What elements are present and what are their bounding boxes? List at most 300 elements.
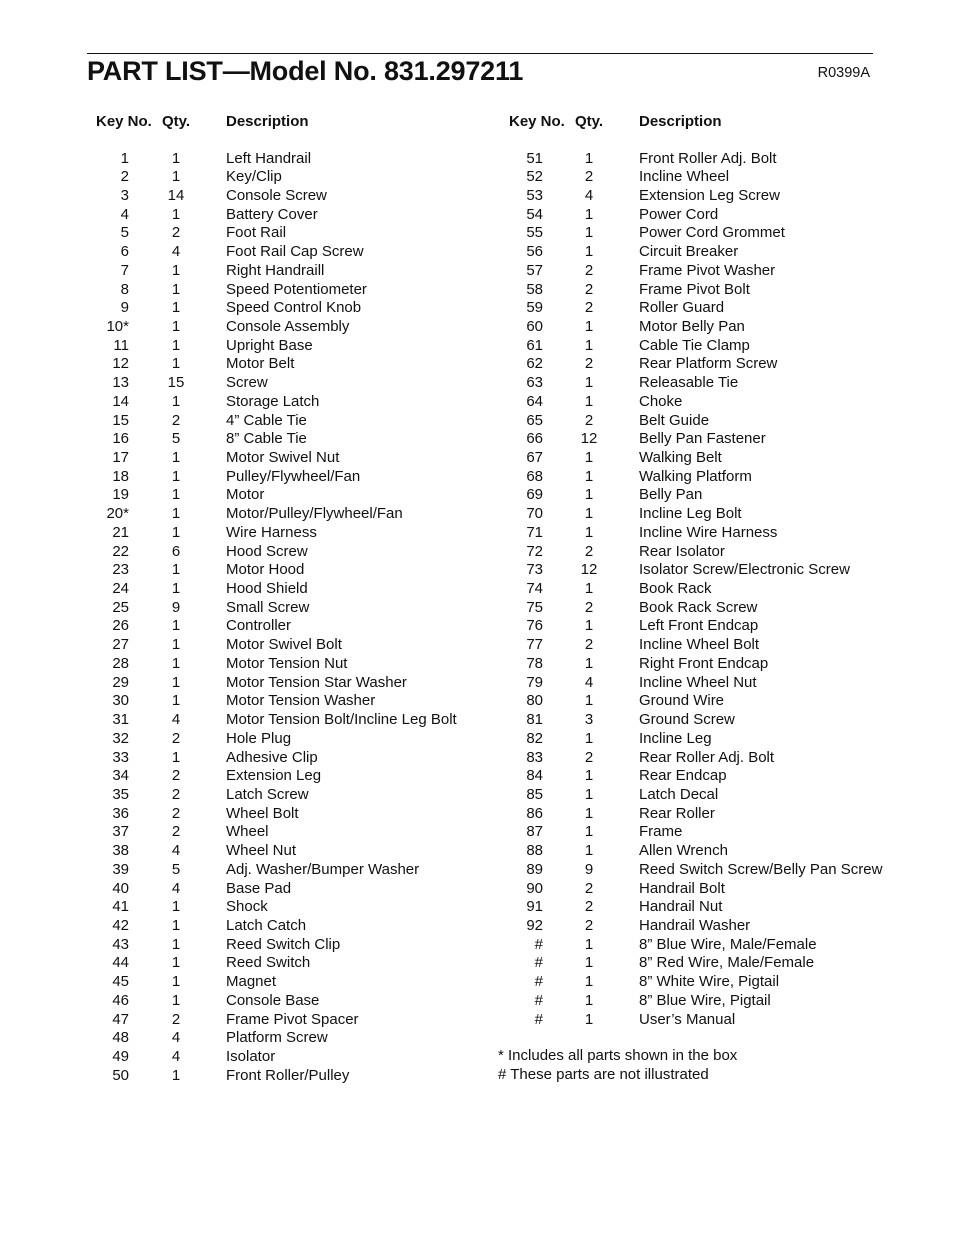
description: Allen Wrench xyxy=(639,842,728,860)
key-no: 67 xyxy=(526,449,543,466)
key-no: 76 xyxy=(526,617,543,635)
qty: 1 xyxy=(584,374,594,392)
key-no: 90 xyxy=(526,879,543,897)
qty: 2 xyxy=(171,785,181,803)
description: Rear Roller xyxy=(639,804,715,822)
description: Ground Wire xyxy=(639,692,725,710)
description: Front Roller Adj. Bolt xyxy=(639,149,777,167)
key-no: 82 xyxy=(526,729,543,747)
description: Frame Pivot Washer xyxy=(639,261,776,279)
qty: 1 xyxy=(171,935,181,953)
qty: 6 xyxy=(171,542,181,560)
description: Reed Switch Clip xyxy=(226,935,341,953)
qty: 4 xyxy=(171,1029,181,1047)
key-no: 84 xyxy=(526,767,543,785)
key-no: 81 xyxy=(526,711,543,729)
key-no: 3 xyxy=(120,186,129,204)
description: Base Pad xyxy=(226,879,292,897)
key-no: 62 xyxy=(526,355,543,373)
key-no: 80 xyxy=(526,692,543,710)
note-not-illustrated: # These parts are not illustrated xyxy=(498,1065,709,1083)
description: Wheel Nut xyxy=(226,842,297,860)
document-code: R0399A xyxy=(817,65,870,81)
right-header-qty: Qty. xyxy=(575,113,604,130)
qty: 1 xyxy=(171,748,181,766)
qty: 9 xyxy=(584,860,594,878)
qty: 2 xyxy=(171,411,181,429)
description: Handrail Nut xyxy=(639,898,723,916)
description: Book Rack xyxy=(639,580,712,598)
description: Screw xyxy=(226,374,268,392)
description: Extension Leg Screw xyxy=(639,186,780,204)
qty: 1 xyxy=(171,317,181,335)
description: 8” Blue Wire, Male/Female xyxy=(639,935,817,953)
qty: 2 xyxy=(584,299,594,317)
description: Belly Pan Fastener xyxy=(639,430,766,448)
key-no: 13 xyxy=(112,374,129,392)
qty: 1 xyxy=(171,580,181,598)
key-no: 19 xyxy=(112,486,129,504)
qty: 1 xyxy=(171,673,181,691)
description: Rear Isolator xyxy=(639,542,725,560)
key-no: 57 xyxy=(526,261,543,279)
key-no: 17 xyxy=(112,449,129,466)
description: Belt Guide xyxy=(639,411,710,429)
left-header-key: Key No. xyxy=(96,113,152,130)
key-no: 41 xyxy=(112,898,129,916)
right-header-desc: Description xyxy=(639,113,722,130)
description: 8” White Wire, Pigtail xyxy=(639,973,780,991)
right-header-key: Key No. xyxy=(509,113,565,130)
qty: 1 xyxy=(171,505,181,523)
key-no: 78 xyxy=(526,654,543,672)
description: Hole Plug xyxy=(226,729,292,747)
key-no: 75 xyxy=(526,598,543,616)
key-no: 87 xyxy=(526,823,543,841)
key-no: 34 xyxy=(112,767,129,785)
description: Book Rack Screw xyxy=(639,598,758,616)
qty: 4 xyxy=(171,1048,181,1065)
qty: 1 xyxy=(584,243,594,261)
key-no: 30 xyxy=(112,692,129,710)
qty: 2 xyxy=(584,261,594,279)
description: 8” Blue Wire, Pigtail xyxy=(639,991,771,1009)
qty: 1 xyxy=(171,280,181,298)
key-no: 74 xyxy=(526,580,543,598)
key-no: # xyxy=(534,1010,543,1028)
description: Motor Belt xyxy=(226,355,295,373)
qty: 4 xyxy=(584,673,594,691)
qty: 1 xyxy=(171,449,181,466)
key-no: 72 xyxy=(526,542,543,560)
key-no: 47 xyxy=(112,1010,129,1028)
key-no: 92 xyxy=(526,916,543,934)
key-no: 40 xyxy=(112,879,129,897)
key-no: 58 xyxy=(526,280,543,298)
description: Latch Catch xyxy=(226,916,307,934)
key-no: 55 xyxy=(526,224,543,242)
qty: 1 xyxy=(584,317,594,335)
qty: 1 xyxy=(584,842,594,860)
description: Wheel Bolt xyxy=(226,804,299,822)
description: Pulley/Flywheel/Fan xyxy=(226,467,361,485)
description: Left Front Endcap xyxy=(639,617,759,635)
qty: 1 xyxy=(171,617,181,635)
qty: 12 xyxy=(580,561,598,579)
qty: 1 xyxy=(584,785,594,803)
qty: 15 xyxy=(167,374,185,392)
key-no: 24 xyxy=(112,580,129,598)
qty: 1 xyxy=(584,935,594,953)
key-no: 10* xyxy=(106,317,129,335)
description: Magnet xyxy=(226,973,277,991)
key-no: 60 xyxy=(526,317,543,335)
description: Roller Guard xyxy=(639,299,725,317)
qty: 1 xyxy=(584,767,594,785)
description: Motor Tension Nut xyxy=(226,654,348,672)
description: Latch Decal xyxy=(639,785,719,803)
key-no: 56 xyxy=(526,243,543,261)
description: Wheel xyxy=(226,823,269,841)
qty: 2 xyxy=(171,729,181,747)
qty: 1 xyxy=(584,449,594,466)
qty: 1 xyxy=(584,804,594,822)
description: Isolator xyxy=(226,1048,276,1065)
description: Circuit Breaker xyxy=(639,243,739,261)
description: Incline Wheel Bolt xyxy=(639,636,760,654)
qty: 2 xyxy=(171,1010,181,1028)
qty: 1 xyxy=(171,991,181,1009)
description: Power Cord Grommet xyxy=(639,224,785,242)
qty: 2 xyxy=(584,168,594,186)
description: Motor/Pulley/Flywheel/Fan xyxy=(226,505,403,523)
key-no: # xyxy=(534,991,543,1009)
key-no: 32 xyxy=(112,729,129,747)
key-no: 9 xyxy=(120,299,129,317)
description: Motor Tension Star Washer xyxy=(226,673,407,691)
key-no: # xyxy=(534,954,543,972)
key-no: 44 xyxy=(112,954,129,972)
qty: 1 xyxy=(584,505,594,523)
description: Reed Switch Screw/Belly Pan Screw xyxy=(639,860,883,878)
key-no: 43 xyxy=(112,935,129,953)
description: Frame Pivot Bolt xyxy=(639,280,750,298)
left-header-desc: Description xyxy=(226,113,309,130)
description: Reed Switch xyxy=(226,954,311,972)
key-no: 27 xyxy=(112,636,129,654)
qty: 1 xyxy=(171,973,181,991)
description: Motor Swivel Nut xyxy=(226,449,340,466)
qty: 1 xyxy=(171,954,181,972)
description: Incline Wheel xyxy=(639,168,730,186)
description: Console Base xyxy=(226,991,320,1009)
qty: 1 xyxy=(171,654,181,672)
qty: 9 xyxy=(171,598,181,616)
qty: 4 xyxy=(171,842,181,860)
qty: 2 xyxy=(584,916,594,934)
key-no: 23 xyxy=(112,561,129,579)
key-no: 73 xyxy=(526,561,543,579)
key-no: 14 xyxy=(112,392,129,410)
key-no: 5 xyxy=(120,224,129,242)
qty: 5 xyxy=(171,860,181,878)
qty: 2 xyxy=(584,748,594,766)
qty: 1 xyxy=(584,336,594,354)
qty: 2 xyxy=(584,280,594,298)
description: Right Handraill xyxy=(226,261,325,279)
qty: 1 xyxy=(584,486,594,504)
key-no: 63 xyxy=(526,374,543,392)
qty: 1 xyxy=(584,729,594,747)
key-no: 28 xyxy=(112,654,129,672)
key-no: 91 xyxy=(526,898,543,916)
description: 4” Cable Tie xyxy=(226,411,307,429)
description: Battery Cover xyxy=(226,205,318,223)
key-no: 64 xyxy=(526,392,543,410)
key-no: 35 xyxy=(112,785,129,803)
key-no: 48 xyxy=(112,1029,129,1047)
qty: 2 xyxy=(584,879,594,897)
qty: 1 xyxy=(584,823,594,841)
qty: 1 xyxy=(171,636,181,654)
key-no: 53 xyxy=(526,186,543,204)
description: Speed Control Knob xyxy=(226,299,362,317)
qty: 1 xyxy=(171,261,181,279)
key-no: 66 xyxy=(526,430,543,448)
qty: 4 xyxy=(171,711,181,729)
description: Extension Leg xyxy=(226,767,322,785)
qty: 1 xyxy=(171,299,181,317)
description: Console Assembly xyxy=(226,317,350,335)
qty: 1 xyxy=(171,561,181,579)
description: Walking Belt xyxy=(639,449,722,466)
qty: 1 xyxy=(584,205,594,223)
qty: 1 xyxy=(584,523,594,541)
qty: 1 xyxy=(171,486,181,504)
description: Motor Swivel Bolt xyxy=(226,636,342,654)
qty: 1 xyxy=(171,168,181,186)
key-no: # xyxy=(534,935,543,953)
key-no: 88 xyxy=(526,842,543,860)
description: Shock xyxy=(226,898,268,916)
key-no: 51 xyxy=(526,149,543,167)
description: Motor Hood xyxy=(226,561,305,579)
qty: 1 xyxy=(171,149,181,167)
description: Front Roller/Pulley xyxy=(226,1066,350,1084)
description: 8” Red Wire, Male/Female xyxy=(639,954,815,972)
key-no: 45 xyxy=(112,973,129,991)
description: Hood Screw xyxy=(226,542,308,560)
qty: 2 xyxy=(584,598,594,616)
qty: 4 xyxy=(171,879,181,897)
qty: 1 xyxy=(171,355,181,373)
key-no: 54 xyxy=(526,205,543,223)
key-no: 33 xyxy=(112,748,129,766)
key-no: 1 xyxy=(120,149,129,167)
key-no: 89 xyxy=(526,860,543,878)
description: Frame xyxy=(639,823,683,841)
key-no: 71 xyxy=(526,523,543,541)
description: Incline Leg xyxy=(639,729,712,747)
description: 8” Cable Tie xyxy=(226,430,307,448)
qty: 1 xyxy=(584,973,594,991)
description: Platform Screw xyxy=(226,1029,328,1047)
description: Small Screw xyxy=(226,598,310,616)
qty: 1 xyxy=(171,898,181,916)
key-no: 39 xyxy=(112,860,129,878)
qty: 2 xyxy=(171,823,181,841)
description: Wire Harness xyxy=(226,523,317,541)
qty: 1 xyxy=(584,617,594,635)
qty: 1 xyxy=(584,954,594,972)
qty: 1 xyxy=(584,392,594,410)
key-no: 49 xyxy=(112,1048,129,1065)
description: Frame Pivot Spacer xyxy=(226,1010,359,1028)
qty: 12 xyxy=(580,430,598,448)
description: Console Screw xyxy=(226,186,327,204)
key-no: 68 xyxy=(526,467,543,485)
page-title: PART LIST—Model No. 831.297211 xyxy=(87,56,524,86)
key-no: 12 xyxy=(112,355,129,373)
qty: 2 xyxy=(584,636,594,654)
key-no: 79 xyxy=(526,673,543,691)
description: Motor xyxy=(226,486,265,504)
qty: 1 xyxy=(171,692,181,710)
description: Motor Tension Bolt/Incline Leg Bolt xyxy=(226,711,457,729)
description: Foot Rail xyxy=(226,224,287,242)
qty: 1 xyxy=(171,523,181,541)
key-no: # xyxy=(534,973,543,991)
qty: 1 xyxy=(584,149,594,167)
description: Right Front Endcap xyxy=(639,654,769,672)
key-no: 4 xyxy=(120,205,129,223)
key-no: 29 xyxy=(112,673,129,691)
key-no: 42 xyxy=(112,916,129,934)
key-no: 8 xyxy=(120,280,129,298)
description: Cable Tie Clamp xyxy=(639,336,750,354)
qty: 1 xyxy=(584,224,594,242)
key-no: 20* xyxy=(106,505,129,523)
qty: 1 xyxy=(171,916,181,934)
key-no: 16 xyxy=(112,430,129,448)
qty: 1 xyxy=(584,467,594,485)
qty: 1 xyxy=(584,991,594,1009)
description: Foot Rail Cap Screw xyxy=(226,243,364,261)
description: Incline Leg Bolt xyxy=(639,505,742,523)
notes xyxy=(498,1047,737,1084)
qty: 2 xyxy=(584,542,594,560)
qty: 1 xyxy=(171,392,181,410)
qty: 2 xyxy=(584,411,594,429)
description: Isolator Screw/Electronic Screw xyxy=(639,561,850,579)
key-no: 31 xyxy=(112,711,129,729)
key-no: 37 xyxy=(112,823,129,841)
description: Rear Platform Screw xyxy=(639,355,778,373)
key-no: 59 xyxy=(526,299,543,317)
key-no: 86 xyxy=(526,804,543,822)
description: Rear Endcap xyxy=(639,767,727,785)
key-no: 85 xyxy=(526,785,543,803)
description: Key/Clip xyxy=(226,168,282,186)
key-no: 65 xyxy=(526,411,543,429)
description: Ground Screw xyxy=(639,711,735,729)
key-no: 52 xyxy=(526,168,543,186)
description: Controller xyxy=(226,617,292,635)
description: Rear Roller Adj. Bolt xyxy=(639,748,775,766)
key-no: 26 xyxy=(112,617,129,635)
description: Walking Platform xyxy=(639,467,752,485)
qty: 2 xyxy=(171,767,181,785)
description: Upright Base xyxy=(226,336,313,354)
description: Motor Belly Pan xyxy=(639,317,745,335)
description: Adhesive Clip xyxy=(226,748,318,766)
key-no: 46 xyxy=(112,991,129,1009)
qty: 1 xyxy=(171,467,181,485)
qty: 1 xyxy=(171,205,181,223)
key-no: 83 xyxy=(526,748,543,766)
description: Hood Shield xyxy=(226,580,308,598)
qty: 14 xyxy=(167,186,185,204)
description: Power Cord xyxy=(639,205,719,223)
note-included: * Includes all parts shown in the box xyxy=(498,1047,738,1064)
key-no: 18 xyxy=(112,467,129,485)
key-no: 6 xyxy=(120,243,129,261)
description: Incline Wire Harness xyxy=(639,523,778,541)
qty: 4 xyxy=(584,186,594,204)
description: Left Handrail xyxy=(226,149,312,167)
description: Releasable Tie xyxy=(639,374,739,392)
key-no: 25 xyxy=(112,598,129,616)
qty: 1 xyxy=(171,336,181,354)
key-no: 2 xyxy=(120,168,129,186)
description: Storage Latch xyxy=(226,392,320,410)
description: Incline Wheel Nut xyxy=(639,673,757,691)
qty: 4 xyxy=(171,243,181,261)
description: Choke xyxy=(639,392,683,410)
description: Handrail Washer xyxy=(639,916,751,934)
qty: 2 xyxy=(584,355,594,373)
description: Adj. Washer/Bumper Washer xyxy=(226,860,420,878)
qty: 1 xyxy=(584,1010,594,1028)
key-no: 11 xyxy=(113,336,129,354)
description: Latch Screw xyxy=(226,785,309,803)
key-no: 50 xyxy=(112,1066,129,1084)
qty: 1 xyxy=(171,1066,181,1084)
qty: 1 xyxy=(584,580,594,598)
key-no: 15 xyxy=(112,411,129,429)
qty: 3 xyxy=(584,711,594,729)
key-no: 69 xyxy=(526,486,543,504)
key-no: 70 xyxy=(526,505,543,523)
key-no: 38 xyxy=(112,842,129,860)
key-no: 77 xyxy=(526,636,543,654)
key-no: 21 xyxy=(112,523,129,541)
description: Belly Pan xyxy=(639,486,703,504)
description: User’s Manual xyxy=(639,1010,736,1028)
qty: 1 xyxy=(584,654,594,672)
key-no: 7 xyxy=(120,261,129,279)
key-no: 22 xyxy=(112,542,129,560)
qty: 1 xyxy=(584,692,594,710)
qty: 5 xyxy=(171,430,181,448)
left-header-qty: Qty. xyxy=(162,113,191,130)
qty: 2 xyxy=(584,898,594,916)
description: Speed Potentiometer xyxy=(226,280,367,298)
description: Handrail Bolt xyxy=(639,879,725,897)
qty: 2 xyxy=(171,224,181,242)
qty: 2 xyxy=(171,804,181,822)
key-no: 36 xyxy=(112,804,129,822)
